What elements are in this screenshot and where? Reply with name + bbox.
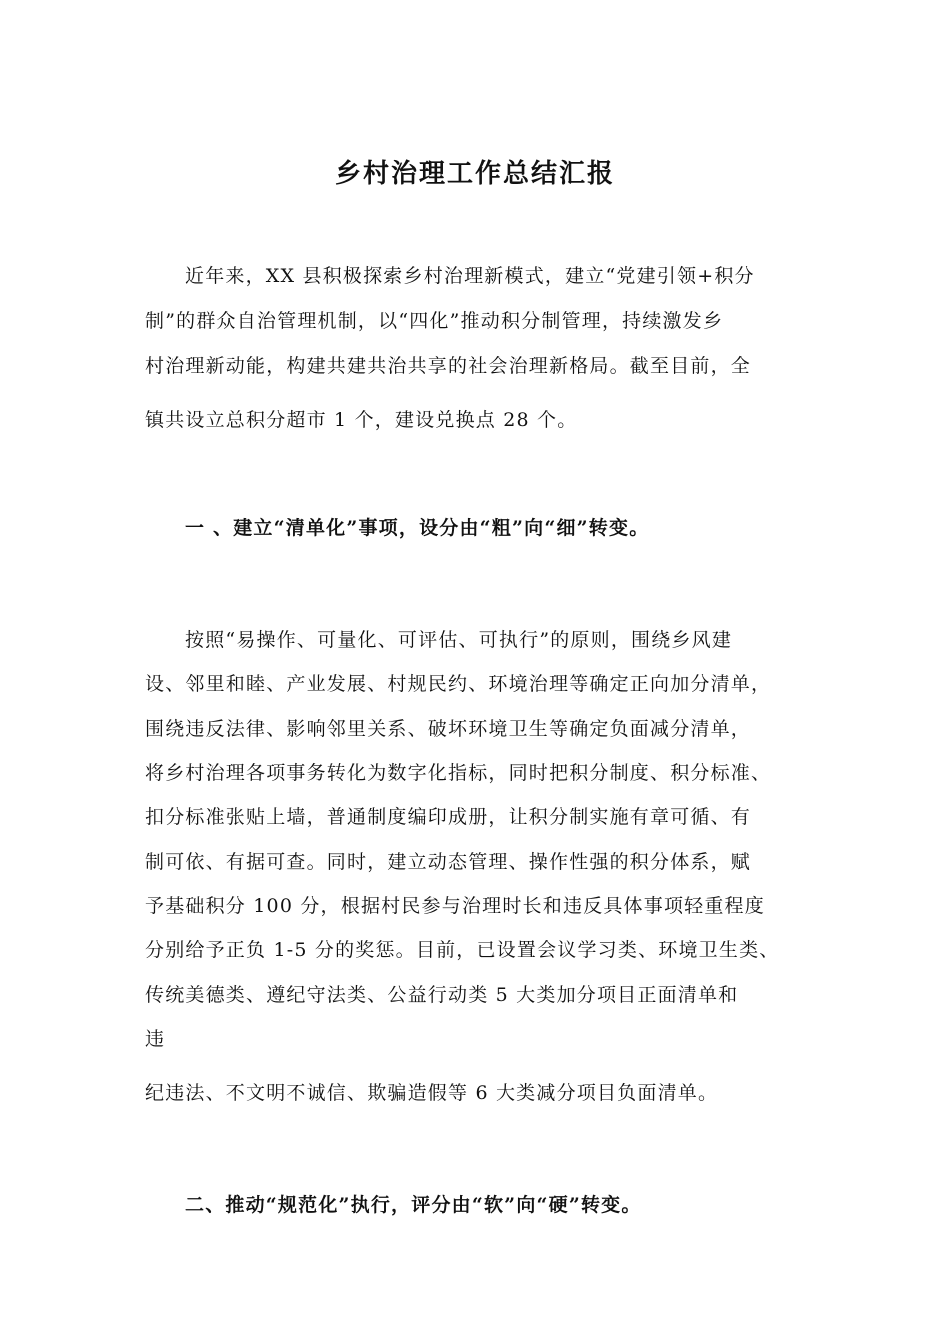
paragraph-line: 围绕违反法律、影响邻里关系、破坏环境卫生等确定负面减分清单，	[145, 718, 752, 740]
paragraph-line: 按照“易操作、可量化、可评估、可执行”的原则，围绕乡风建	[185, 629, 733, 651]
paragraph-line: 制”的群众自治管理机制，以“四化”推动积分制管理，持续激发乡	[145, 310, 724, 332]
paragraph-line: 纪违法、不文明不诚信、欺骗造假等 6 大类减分项目负面清单。	[145, 1082, 719, 1104]
paragraph-line: 设、邻里和睦、产业发展、村规民约、环境治理等确定正向加分清单，	[145, 673, 772, 695]
paragraph-line: 制可依、有据可查。同时，建立动态管理、操作性强的积分体系，赋	[145, 851, 752, 873]
paragraph-line: 扣分标准张贴上墙，普通制度编印成册，让积分制实施有章可循、有	[145, 806, 752, 828]
paragraph-line: 村治理新动能，构建共建共治共享的社会治理新格局。截至目前，全	[145, 355, 752, 377]
document-title: 乡村治理工作总结汇报	[334, 159, 615, 189]
paragraph-line: 分别给予正负 1-5 分的奖惩。目前，已设置会议学习类、环境卫生类、	[145, 939, 780, 961]
paragraph-line: 将乡村治理各项事务转化为数字化指标，同时把积分制度、积分标准、	[145, 762, 772, 784]
section-heading-1: 一 、建立“清单化”事项，设分由“粗”向“细”转变。	[185, 517, 650, 539]
section-heading-2: 二、推动“规范化”执行，评分由“软”向“硬”转变。	[185, 1194, 642, 1216]
paragraph-line: 镇共设立总积分超市 1 个，建设兑换点 28 个。	[145, 409, 578, 431]
paragraph-line: 传统美德类、遵纪守法类、公益行动类 5 大类加分项目正面清单和	[145, 984, 739, 1006]
paragraph-line: 予基础积分 100 分，根据村民参与治理时长和违反具体事项轻重程度	[145, 895, 765, 917]
paragraph-line: 违	[145, 1028, 166, 1050]
paragraph-line: 近年来，XX 县积极探索乡村治理新模式，建立“党建引领+积分	[185, 265, 755, 287]
